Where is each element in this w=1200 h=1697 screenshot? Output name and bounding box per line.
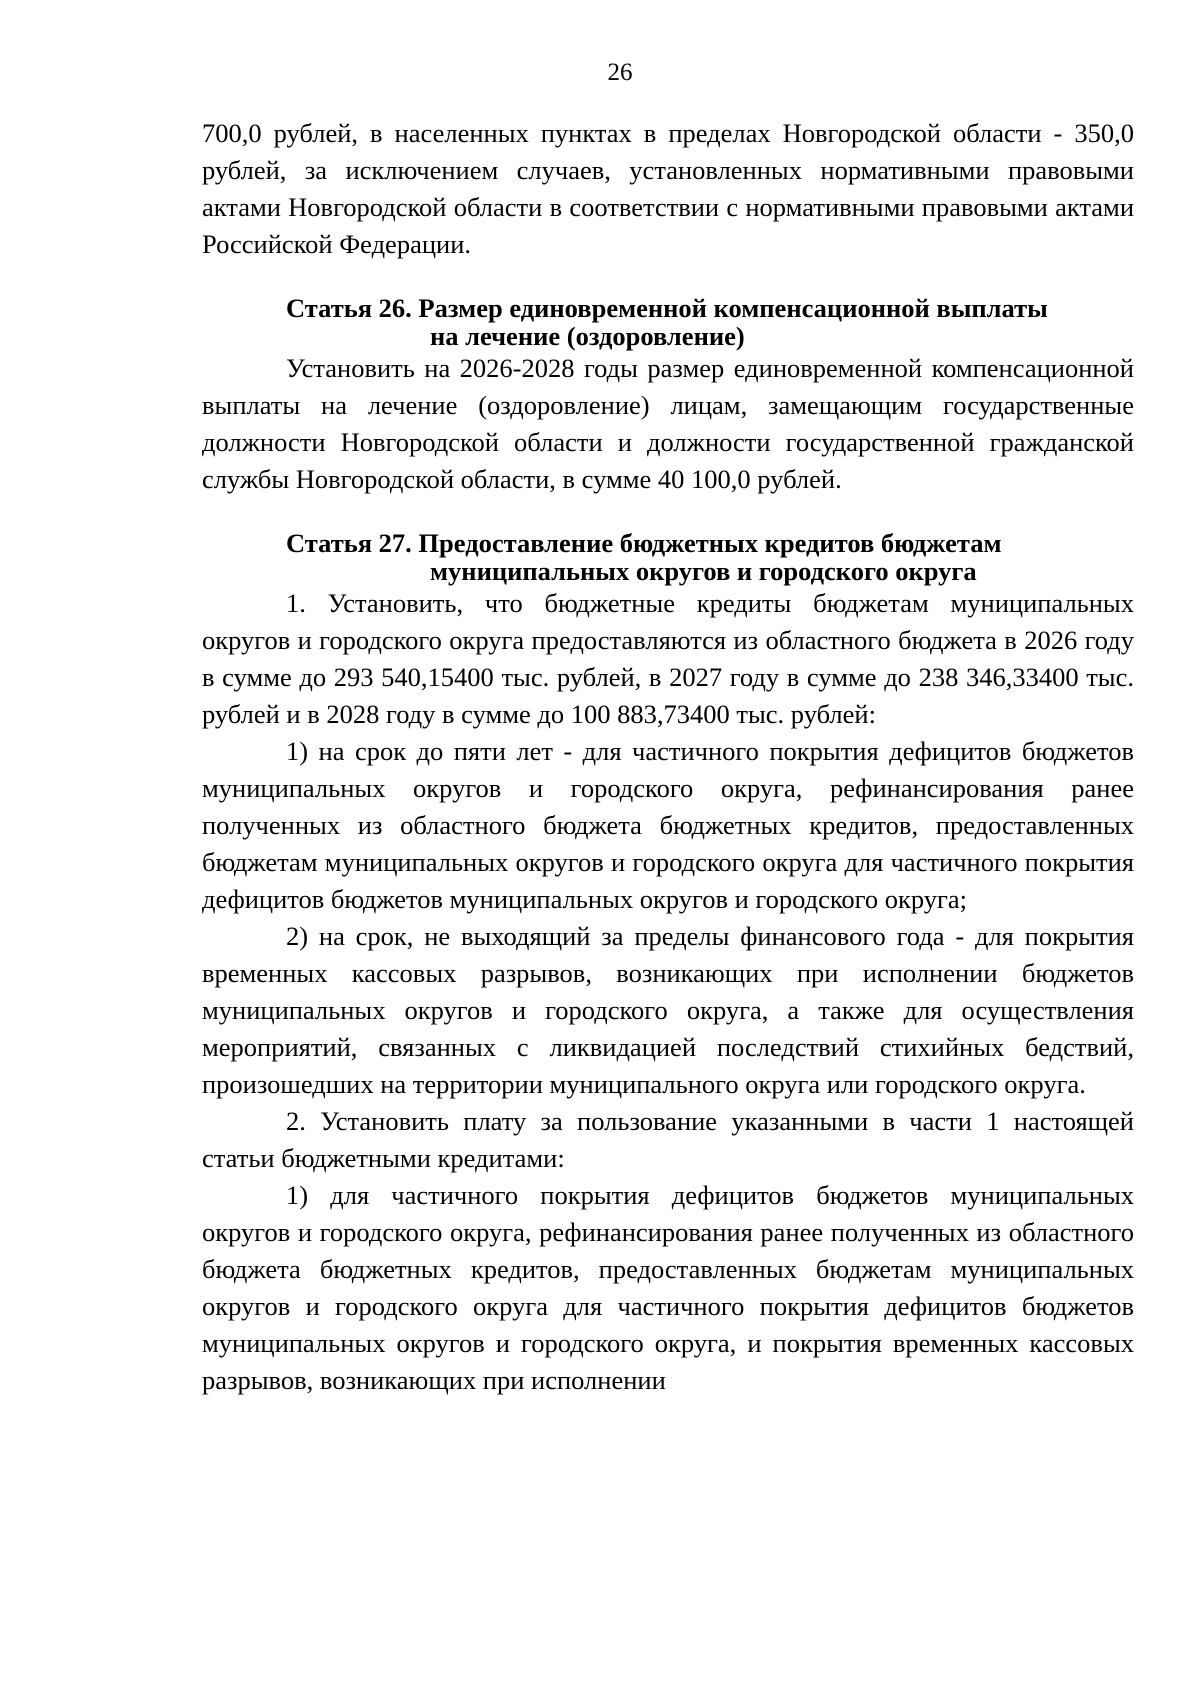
article-27-heading-line2: муниципальных округов и городского округа	[430, 556, 977, 586]
article-27-heading	[202, 529, 1134, 585]
page-number: 26	[607, 59, 633, 86]
article-26-heading-line1: Статья 26. Размер единовременной компенсационной выплаты	[286, 293, 1048, 323]
article-27-paragraph: 2. Установить плату за пользование указанными в части 1 настоящей статьи бюджетными кредитами:	[202, 1106, 1134, 1173]
article-27-paragraph: 1) на срок до пяти лет - для частичного покрытия дефицитов бюджетов муниципальных округов и городского округа, рефинансирования ранее полученных из областного бюджета бюджетных кредитов, предоставленных бюджетам муниципальных округов и городского округа для частичного покрытия дефицитов бюджетов муниципальных округов и городского округа;	[202, 736, 1134, 914]
article-27-paragraph: 1) для частичного покрытия дефицитов бюджетов муниципальных округов и городского округа, рефинансирования ранее полученных из областного бюджета бюджетных кредитов, предоставленных бюджетам муниципальных округов и городского округа для частичного покрытия дефицитов бюджетов муниципальных округов и городского округа, и покрытия временных кассовых разрывов, возникающих при исполнении	[202, 1180, 1134, 1395]
article-26-paragraph: Установить на 2026-2028 годы размер единовременной компенсационной выплаты на лечение (оздоровление) лицам, замещающим государственные должности Новгородской области и должности государственной гражданской службы Новгородской области, в сумме 40 100,0 рублей.	[202, 353, 1134, 494]
article-27-paragraph: 2) на срок, не выходящий за пределы финансового года - для покрытия временных кассовых разрывов, возникающих при исполнении бюджетов муниципальных округов и городского округа, а также для осуществления мероприятий, связанных с ликвидацией последствий стихийных бедствий, произошедших на территории муниципального округа или городского округа.	[202, 921, 1134, 1099]
article-27-heading-line1: Статья 27. Предоставление бюджетных кредитов бюджетам	[286, 528, 1002, 558]
intro-paragraph: 700,0 рублей, в населенных пунктах в пределах Новгородской области - 350,0 рублей, за исключением случаев, установленных нормативными правовыми актами Новгородской области в соответствии с нормативными правовыми актами Российской Федерации.	[202, 118, 1134, 259]
article-26-heading-line2: на лечение (оздоровление)	[430, 321, 745, 351]
article-27-paragraph: 1. Установить, что бюджетные кредиты бюджетам муниципальных округов и городского округа предоставляются из областного бюджета в 2026 году в сумме до 293 540,15400 тыс. рублей, в 2027 году в сумме до 238 346,33400 тыс. рублей и в 2028 году в сумме до 100 883,73400 тыс. рублей:	[202, 588, 1134, 729]
document-body	[202, 115, 1134, 1399]
article-26-heading	[202, 294, 1134, 350]
